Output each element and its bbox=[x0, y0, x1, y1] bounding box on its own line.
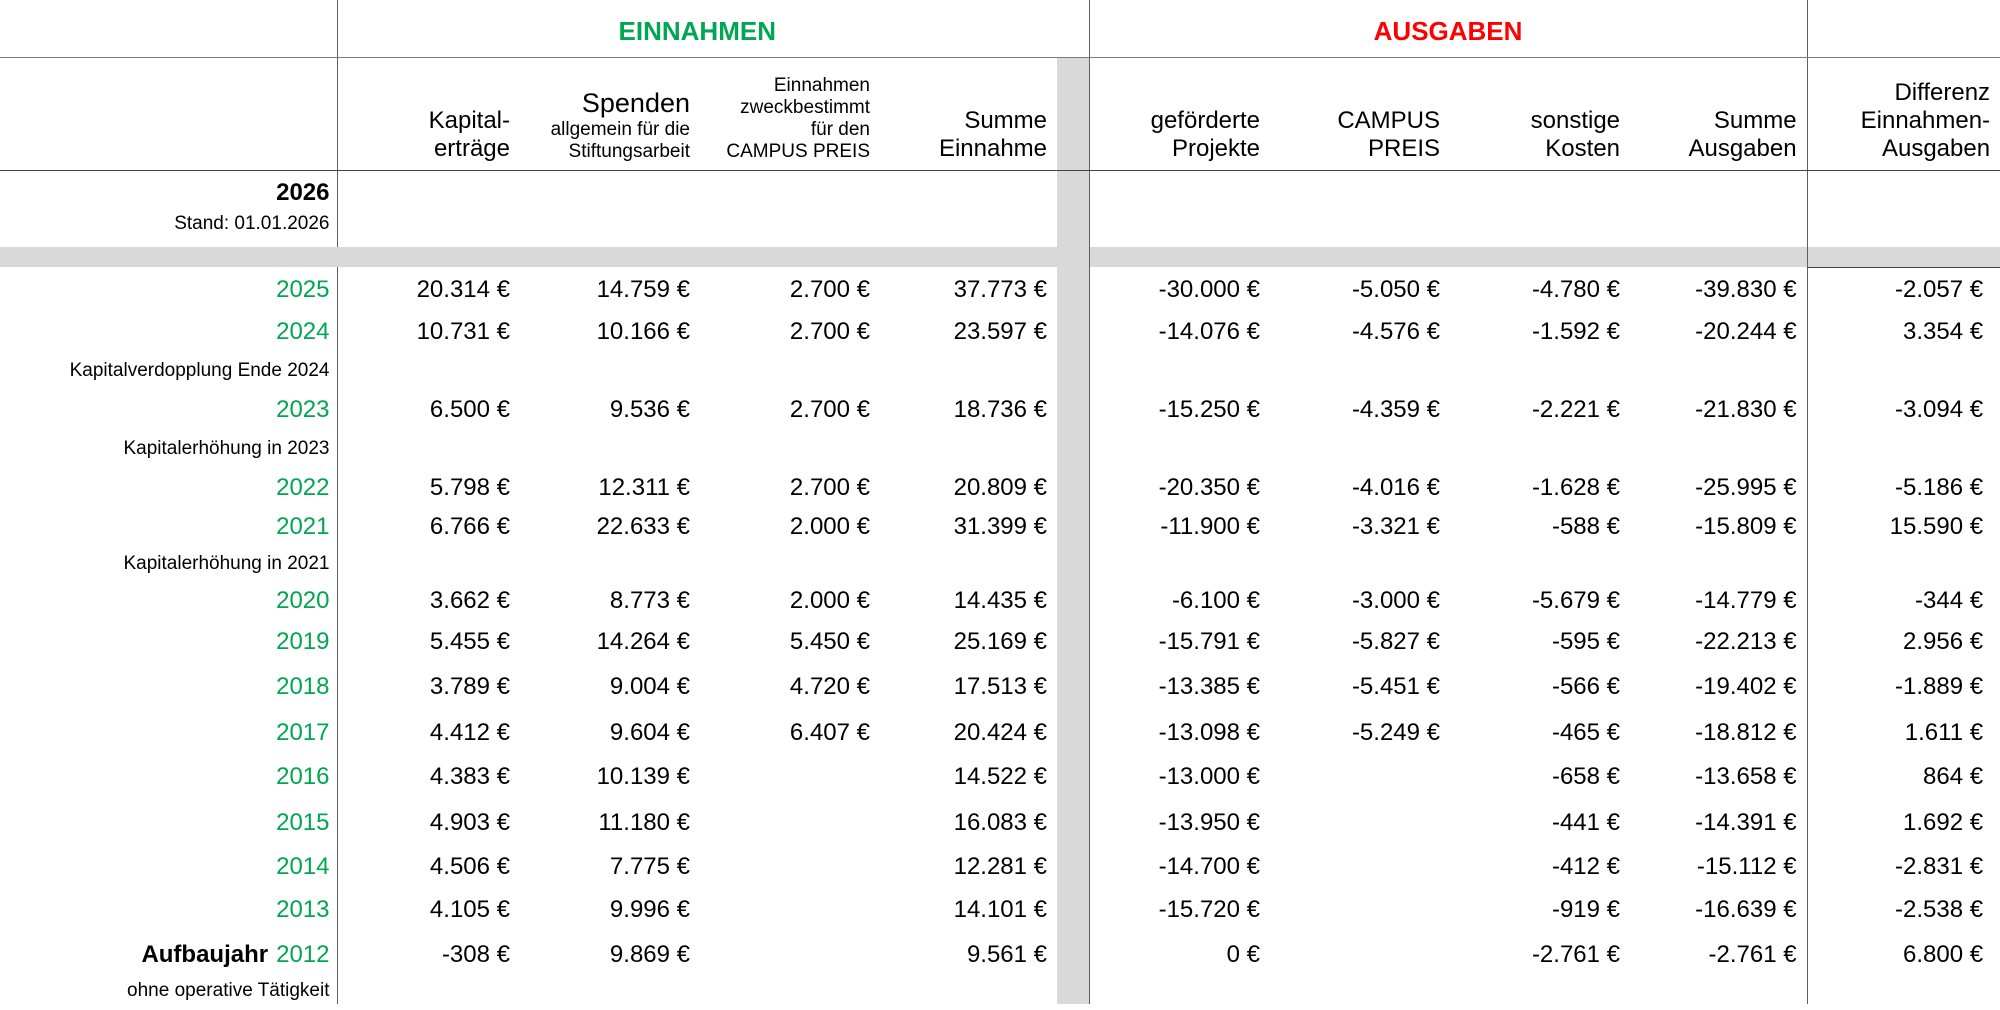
gap-column-cell bbox=[1057, 351, 1089, 390]
column-header[interactable] bbox=[880, 57, 1057, 170]
value-cell[interactable]: 14.435 € bbox=[953, 586, 1048, 614]
value-cell[interactable] bbox=[700, 888, 880, 932]
value-cell[interactable]: -4.359 € bbox=[1351, 395, 1441, 423]
value-cell[interactable] bbox=[1270, 799, 1450, 846]
empty-cell[interactable] bbox=[1807, 978, 2000, 1004]
year-label: 2014 bbox=[276, 853, 330, 880]
gap-column-cell bbox=[1057, 846, 1089, 888]
gray-band-cell bbox=[337, 247, 1057, 267]
differenz-value-cell[interactable]: 864 € bbox=[1807, 755, 2000, 799]
value-cell[interactable]: 2.000 € bbox=[789, 512, 870, 540]
value-cell[interactable]: 4.720 € bbox=[789, 673, 870, 700]
column-header[interactable] bbox=[1270, 57, 1450, 170]
value-cell[interactable]: -15.791 € bbox=[1158, 628, 1261, 655]
column-header-line: für den bbox=[810, 118, 870, 140]
column-header-line: geförderte bbox=[1150, 106, 1261, 134]
value-cell[interactable]: 4.383 € bbox=[429, 763, 510, 790]
value-cell[interactable]: -5.050 € bbox=[1351, 275, 1441, 303]
value-cell[interactable]: 10.166 € bbox=[596, 317, 690, 345]
value-cell[interactable]: -20.350 € bbox=[1158, 473, 1261, 501]
year-row-label[interactable] bbox=[0, 664, 337, 710]
current-year-label: 2026 bbox=[276, 178, 330, 206]
value-cell[interactable]: -13.385 € bbox=[1158, 673, 1261, 700]
column-header-line: Kosten bbox=[1545, 134, 1621, 162]
gap-column-cell bbox=[1057, 664, 1089, 710]
value-cell[interactable]: -14.076 € bbox=[1158, 317, 1261, 345]
value-cell[interactable]: -4.576 € bbox=[1351, 317, 1441, 345]
gap-column-cell bbox=[1057, 888, 1089, 932]
value-cell[interactable]: 31.399 € bbox=[953, 512, 1048, 540]
value-cell[interactable]: 9.604 € bbox=[609, 718, 690, 746]
empty-cell[interactable] bbox=[1807, 429, 2000, 468]
gap-column-cell bbox=[1057, 507, 1089, 546]
year-label: 2024 bbox=[276, 317, 330, 345]
value-cell[interactable]: 10.731 € bbox=[416, 317, 510, 345]
table-row bbox=[0, 710, 2000, 755]
column-header-line: Stiftungsarbeit bbox=[568, 140, 690, 162]
value-cell[interactable] bbox=[700, 846, 880, 888]
table-row bbox=[0, 468, 2000, 507]
gap-column-cell bbox=[1057, 312, 1089, 351]
gap-column-cell bbox=[1057, 799, 1089, 846]
value-cell[interactable]: 2.000 € bbox=[789, 586, 870, 614]
year-row-label[interactable] bbox=[0, 846, 337, 888]
value-cell[interactable]: 9.004 € bbox=[609, 673, 690, 700]
value-cell[interactable]: -2.761 € bbox=[1531, 941, 1621, 968]
year-label: 2022 bbox=[276, 473, 330, 501]
note-row bbox=[0, 351, 2000, 390]
value-cell[interactable]: -20.244 € bbox=[1695, 317, 1797, 345]
differenz-value-cell[interactable]: 2.956 € bbox=[1807, 620, 2000, 664]
differenz-value-cell[interactable]: 6.800 € bbox=[1807, 932, 2000, 978]
gap-column-cell bbox=[1057, 468, 1089, 507]
year-row-label[interactable] bbox=[0, 507, 337, 546]
value-cell[interactable] bbox=[1270, 755, 1450, 799]
gap-column-cell bbox=[1057, 932, 1089, 978]
empty-cell[interactable] bbox=[337, 429, 1057, 468]
column-header-line: CAMPUS bbox=[1337, 106, 1441, 134]
gap-column-cell bbox=[1057, 170, 1089, 247]
column-header[interactable] bbox=[1807, 57, 2000, 170]
value-cell[interactable]: 5.798 € bbox=[429, 473, 510, 501]
current-year-cell[interactable] bbox=[0, 170, 337, 247]
value-cell[interactable]: 37.773 € bbox=[953, 275, 1048, 303]
value-cell[interactable]: -13.658 € bbox=[1695, 763, 1797, 790]
column-header[interactable] bbox=[700, 57, 880, 170]
column-header-line: Einnahmen bbox=[773, 74, 870, 96]
year-row-label[interactable] bbox=[0, 390, 337, 429]
empty-cell[interactable] bbox=[1807, 351, 2000, 390]
value-cell[interactable]: 16.083 € bbox=[953, 808, 1048, 836]
differenz-value-cell[interactable]: -2.057 € bbox=[1807, 267, 2000, 312]
value-cell[interactable]: -4.780 € bbox=[1531, 275, 1621, 303]
value-cell[interactable]: -11.900 € bbox=[1160, 512, 1261, 540]
value-cell[interactable]: -5.679 € bbox=[1531, 586, 1621, 614]
table-row bbox=[0, 932, 2000, 978]
value-cell[interactable]: -13.950 € bbox=[1158, 808, 1261, 836]
differenz-value-cell[interactable]: -2.831 € bbox=[1807, 846, 2000, 888]
year-row-label[interactable] bbox=[0, 755, 337, 799]
column-header-line: Differenz bbox=[1894, 78, 1991, 106]
empty-cell[interactable] bbox=[1089, 170, 1807, 247]
gap-column-cell bbox=[1057, 710, 1089, 755]
note-row-label[interactable]: Kapitalverdopplung Ende 2024 bbox=[0, 351, 337, 390]
value-cell[interactable]: -441 € bbox=[1551, 808, 1621, 836]
value-cell[interactable]: -18.812 € bbox=[1695, 718, 1797, 746]
value-cell[interactable]: -4.016 € bbox=[1351, 473, 1441, 501]
column-header-line: allgemein für die bbox=[550, 118, 690, 140]
value-cell[interactable]: -1.628 € bbox=[1531, 473, 1621, 501]
value-cell[interactable]: 0 € bbox=[1226, 941, 1261, 968]
year-row-label[interactable] bbox=[0, 888, 337, 932]
value-cell[interactable] bbox=[1270, 932, 1450, 978]
gap-column-cell bbox=[1057, 978, 1089, 1004]
table-row bbox=[0, 507, 2000, 546]
value-cell[interactable]: 4.105 € bbox=[429, 896, 510, 923]
column-header-line: CAMPUS PREIS bbox=[726, 140, 870, 162]
column-header-line: Kapital- bbox=[428, 106, 510, 134]
year-label: 2013 bbox=[276, 896, 330, 923]
year-row-label[interactable] bbox=[0, 312, 337, 351]
differenz-value-cell[interactable]: 1.611 € bbox=[1807, 710, 2000, 755]
column-header-line: Ausgaben bbox=[1688, 134, 1797, 162]
value-cell[interactable] bbox=[700, 932, 880, 978]
gap-column-cell bbox=[1057, 57, 1089, 170]
table-row bbox=[0, 312, 2000, 351]
value-cell[interactable]: -13.098 € bbox=[1158, 718, 1261, 746]
value-cell[interactable]: -6.100 € bbox=[1171, 586, 1261, 614]
year-prefix-label: Aufbaujahr bbox=[141, 941, 269, 968]
value-cell[interactable]: -15.112 € bbox=[1696, 853, 1797, 880]
value-cell[interactable]: -5.249 € bbox=[1351, 718, 1441, 746]
value-cell[interactable] bbox=[700, 799, 880, 846]
value-cell[interactable]: 17.513 € bbox=[953, 673, 1048, 700]
differenz-value-cell[interactable]: -1.889 € bbox=[1807, 664, 2000, 710]
value-cell[interactable]: -2.221 € bbox=[1531, 395, 1621, 423]
year-label: 2021 bbox=[276, 512, 330, 540]
value-cell[interactable]: -1.592 € bbox=[1531, 317, 1621, 345]
column-header-line: Einnahme bbox=[938, 134, 1048, 162]
gray-band-row bbox=[0, 247, 2000, 267]
column-header[interactable] bbox=[1630, 57, 1807, 170]
value-cell[interactable]: -21.830 € bbox=[1695, 395, 1797, 423]
value-cell[interactable]: -14.391 € bbox=[1695, 808, 1797, 836]
year-row-label[interactable] bbox=[0, 932, 337, 978]
column-header[interactable] bbox=[337, 57, 520, 170]
gray-band-differenz-cell bbox=[1807, 247, 2000, 267]
current-year-row bbox=[0, 170, 2000, 247]
table-row bbox=[0, 267, 2000, 312]
differenz-value-cell[interactable]: 1.692 € bbox=[1807, 799, 2000, 846]
table-row bbox=[0, 390, 2000, 429]
table-row bbox=[0, 664, 2000, 710]
value-cell[interactable]: 9.996 € bbox=[609, 896, 690, 923]
gap-column-cell bbox=[1057, 620, 1089, 664]
value-cell[interactable]: 10.139 € bbox=[596, 763, 690, 790]
value-cell[interactable]: -15.250 € bbox=[1158, 395, 1261, 423]
value-cell[interactable]: 2.700 € bbox=[789, 395, 870, 423]
value-cell[interactable] bbox=[700, 755, 880, 799]
year-label: 2019 bbox=[276, 628, 330, 655]
value-cell[interactable]: 8.773 € bbox=[609, 586, 690, 614]
note-row-label[interactable]: Kapitalerhöhung in 2023 bbox=[0, 429, 337, 468]
einnahmen-section-title: EINNAHMEN bbox=[337, 0, 1057, 57]
value-cell[interactable]: -5.827 € bbox=[1351, 628, 1441, 655]
section-title-row bbox=[0, 0, 2000, 57]
differenz-value-cell[interactable]: -3.094 € bbox=[1807, 390, 2000, 429]
year-label: 2023 bbox=[276, 395, 330, 423]
value-cell[interactable]: -16.639 € bbox=[1695, 896, 1797, 923]
table-row bbox=[0, 755, 2000, 799]
empty-cell[interactable] bbox=[337, 546, 1057, 581]
value-cell[interactable]: 2.700 € bbox=[789, 317, 870, 345]
value-cell[interactable]: 20.424 € bbox=[953, 718, 1048, 746]
value-cell[interactable]: 2.700 € bbox=[789, 275, 870, 303]
value-cell[interactable]: -5.451 € bbox=[1351, 673, 1441, 700]
empty-cell[interactable] bbox=[1089, 351, 1807, 390]
value-cell[interactable]: 12.311 € bbox=[598, 473, 690, 501]
value-cell[interactable]: -14.700 € bbox=[1158, 853, 1261, 880]
year-row-label[interactable] bbox=[0, 620, 337, 664]
value-cell[interactable]: -39.830 € bbox=[1695, 275, 1797, 303]
value-cell[interactable]: 12.281 € bbox=[953, 853, 1048, 880]
value-cell[interactable]: -308 € bbox=[441, 941, 510, 968]
table-row bbox=[0, 620, 2000, 664]
year-label: 2016 bbox=[276, 763, 330, 790]
year-label: 2025 bbox=[276, 275, 330, 303]
stand-date-label: Stand: 01.01.2026 bbox=[174, 212, 330, 234]
table-row bbox=[0, 581, 2000, 620]
value-cell[interactable]: 14.522 € bbox=[953, 763, 1048, 790]
empty-cell[interactable] bbox=[337, 351, 1057, 390]
value-cell[interactable]: -412 € bbox=[1551, 853, 1621, 880]
empty-cell[interactable] bbox=[337, 170, 1057, 247]
value-cell[interactable]: 20.809 € bbox=[953, 473, 1048, 501]
value-cell[interactable] bbox=[1270, 846, 1450, 888]
value-cell[interactable]: 5.450 € bbox=[789, 628, 870, 655]
ausgaben-section-title: AUSGABEN bbox=[1089, 0, 1807, 57]
gap-column-cell bbox=[1057, 267, 1089, 312]
empty-cell[interactable] bbox=[337, 978, 1057, 1004]
empty-cell[interactable] bbox=[1807, 170, 2000, 247]
year-label: 2017 bbox=[276, 718, 330, 746]
differenz-value-cell[interactable]: -5.186 € bbox=[1807, 468, 2000, 507]
value-cell[interactable]: 6.500 € bbox=[429, 395, 510, 423]
note-row bbox=[0, 546, 2000, 581]
column-header-line: sonstige bbox=[1530, 106, 1621, 134]
empty-cell[interactable] bbox=[1089, 546, 1807, 581]
year-row-label[interactable] bbox=[0, 799, 337, 846]
empty-cell[interactable] bbox=[1807, 546, 2000, 581]
differenz-value-cell[interactable]: 3.354 € bbox=[1807, 312, 2000, 351]
year-row-label[interactable] bbox=[0, 581, 337, 620]
year-label: 2012 bbox=[276, 941, 330, 968]
value-cell[interactable]: 23.597 € bbox=[953, 317, 1048, 345]
value-cell[interactable]: 20.314 € bbox=[416, 275, 510, 303]
column-header-line: Summe bbox=[1713, 106, 1797, 134]
gap-column-cell bbox=[1057, 429, 1089, 468]
empty-cell[interactable] bbox=[1089, 978, 1807, 1004]
differenz-value-cell[interactable]: -2.538 € bbox=[1807, 888, 2000, 932]
value-cell[interactable]: 18.736 € bbox=[953, 395, 1048, 423]
gray-band-cell bbox=[1057, 247, 1089, 267]
empty-cell[interactable] bbox=[1089, 429, 1807, 468]
value-cell[interactable]: -3.321 € bbox=[1351, 512, 1441, 540]
column-header[interactable] bbox=[520, 57, 700, 170]
differenz-top-cell bbox=[1807, 0, 2000, 57]
value-cell[interactable]: 4.903 € bbox=[429, 808, 510, 836]
value-cell[interactable]: 14.264 € bbox=[596, 628, 690, 655]
value-cell[interactable]: -3.000 € bbox=[1351, 586, 1441, 614]
column-header-row bbox=[0, 57, 2000, 170]
value-cell[interactable]: 9.561 € bbox=[966, 941, 1048, 968]
value-cell[interactable]: -595 € bbox=[1551, 628, 1621, 655]
value-cell[interactable]: -588 € bbox=[1551, 512, 1621, 540]
value-cell[interactable]: -13.000 € bbox=[1158, 763, 1261, 790]
value-cell[interactable]: 25.169 € bbox=[953, 628, 1048, 655]
note-row-label[interactable]: ohne operative Tätigkeit bbox=[0, 978, 337, 1004]
value-cell[interactable]: 4.412 € bbox=[429, 718, 510, 746]
column-header[interactable] bbox=[1089, 57, 1270, 170]
gap-column-top-cell bbox=[1057, 0, 1089, 57]
value-cell[interactable]: 9.536 € bbox=[609, 395, 690, 423]
column-header-line: Projekte bbox=[1171, 134, 1261, 162]
value-cell[interactable]: 4.506 € bbox=[429, 853, 510, 880]
table-row bbox=[0, 888, 2000, 932]
column-header-line: Summe bbox=[964, 106, 1048, 134]
value-cell[interactable]: 14.101 € bbox=[953, 896, 1048, 923]
table-row bbox=[0, 799, 2000, 846]
value-cell[interactable]: -15.720 € bbox=[1158, 896, 1261, 923]
column-header-line: Spenden bbox=[581, 87, 690, 118]
note-row bbox=[0, 978, 2000, 1004]
gap-column-cell bbox=[1057, 546, 1089, 581]
value-cell[interactable]: 2.700 € bbox=[789, 473, 870, 501]
header-corner-cell[interactable] bbox=[0, 57, 337, 170]
year-row-label[interactable] bbox=[0, 267, 337, 312]
value-cell[interactable]: 3.662 € bbox=[429, 586, 510, 614]
note-row bbox=[0, 429, 2000, 468]
value-cell[interactable]: 7.775 € bbox=[609, 853, 690, 880]
year-label: 2020 bbox=[276, 586, 330, 614]
value-cell[interactable]: 14.759 € bbox=[596, 275, 690, 303]
corner-cell[interactable] bbox=[0, 0, 337, 57]
value-cell[interactable]: -25.995 € bbox=[1695, 473, 1797, 501]
column-header-line: Ausgaben bbox=[1881, 134, 1991, 162]
value-cell[interactable]: -566 € bbox=[1551, 673, 1621, 700]
value-cell[interactable]: -15.809 € bbox=[1695, 512, 1797, 540]
note-row-label[interactable]: Kapitalerhöhung in 2021 bbox=[0, 546, 337, 581]
value-cell[interactable] bbox=[1270, 888, 1450, 932]
value-cell[interactable]: 11.180 € bbox=[598, 808, 690, 836]
value-cell[interactable]: -14.779 € bbox=[1695, 586, 1797, 614]
year-row-label[interactable] bbox=[0, 710, 337, 755]
value-cell[interactable]: 6.407 € bbox=[789, 718, 870, 746]
value-cell[interactable]: -919 € bbox=[1551, 896, 1621, 923]
column-header[interactable] bbox=[1450, 57, 1630, 170]
year-row-label[interactable] bbox=[0, 468, 337, 507]
gap-column-cell bbox=[1057, 390, 1089, 429]
gray-band-cell bbox=[1089, 247, 1807, 267]
value-cell[interactable]: -2.761 € bbox=[1708, 941, 1797, 968]
column-header-line: PREIS bbox=[1367, 134, 1441, 162]
value-cell[interactable]: 3.789 € bbox=[429, 673, 510, 700]
value-cell[interactable]: -22.213 € bbox=[1695, 628, 1797, 655]
column-header-line: zweckbestimmt bbox=[740, 96, 870, 118]
value-cell[interactable]: -30.000 € bbox=[1158, 275, 1261, 303]
value-cell[interactable]: 22.633 € bbox=[596, 512, 690, 540]
gap-column-cell bbox=[1057, 755, 1089, 799]
year-label: 2015 bbox=[276, 808, 330, 836]
value-cell[interactable]: -465 € bbox=[1551, 718, 1621, 746]
value-cell[interactable]: 9.869 € bbox=[609, 941, 690, 968]
year-label: 2018 bbox=[276, 673, 330, 700]
differenz-value-cell[interactable]: -344 € bbox=[1807, 581, 2000, 620]
value-cell[interactable]: 6.766 € bbox=[429, 512, 510, 540]
value-cell[interactable]: -658 € bbox=[1551, 763, 1621, 790]
column-header-line: erträge bbox=[433, 134, 510, 162]
table-row bbox=[0, 846, 2000, 888]
value-cell[interactable]: 5.455 € bbox=[429, 628, 510, 655]
differenz-value-cell[interactable]: 15.590 € bbox=[1807, 507, 2000, 546]
gray-band-cell bbox=[0, 247, 337, 267]
column-header-line: Einnahmen- bbox=[1860, 106, 1991, 134]
gap-column-cell bbox=[1057, 581, 1089, 620]
value-cell[interactable]: -19.402 € bbox=[1695, 673, 1797, 700]
